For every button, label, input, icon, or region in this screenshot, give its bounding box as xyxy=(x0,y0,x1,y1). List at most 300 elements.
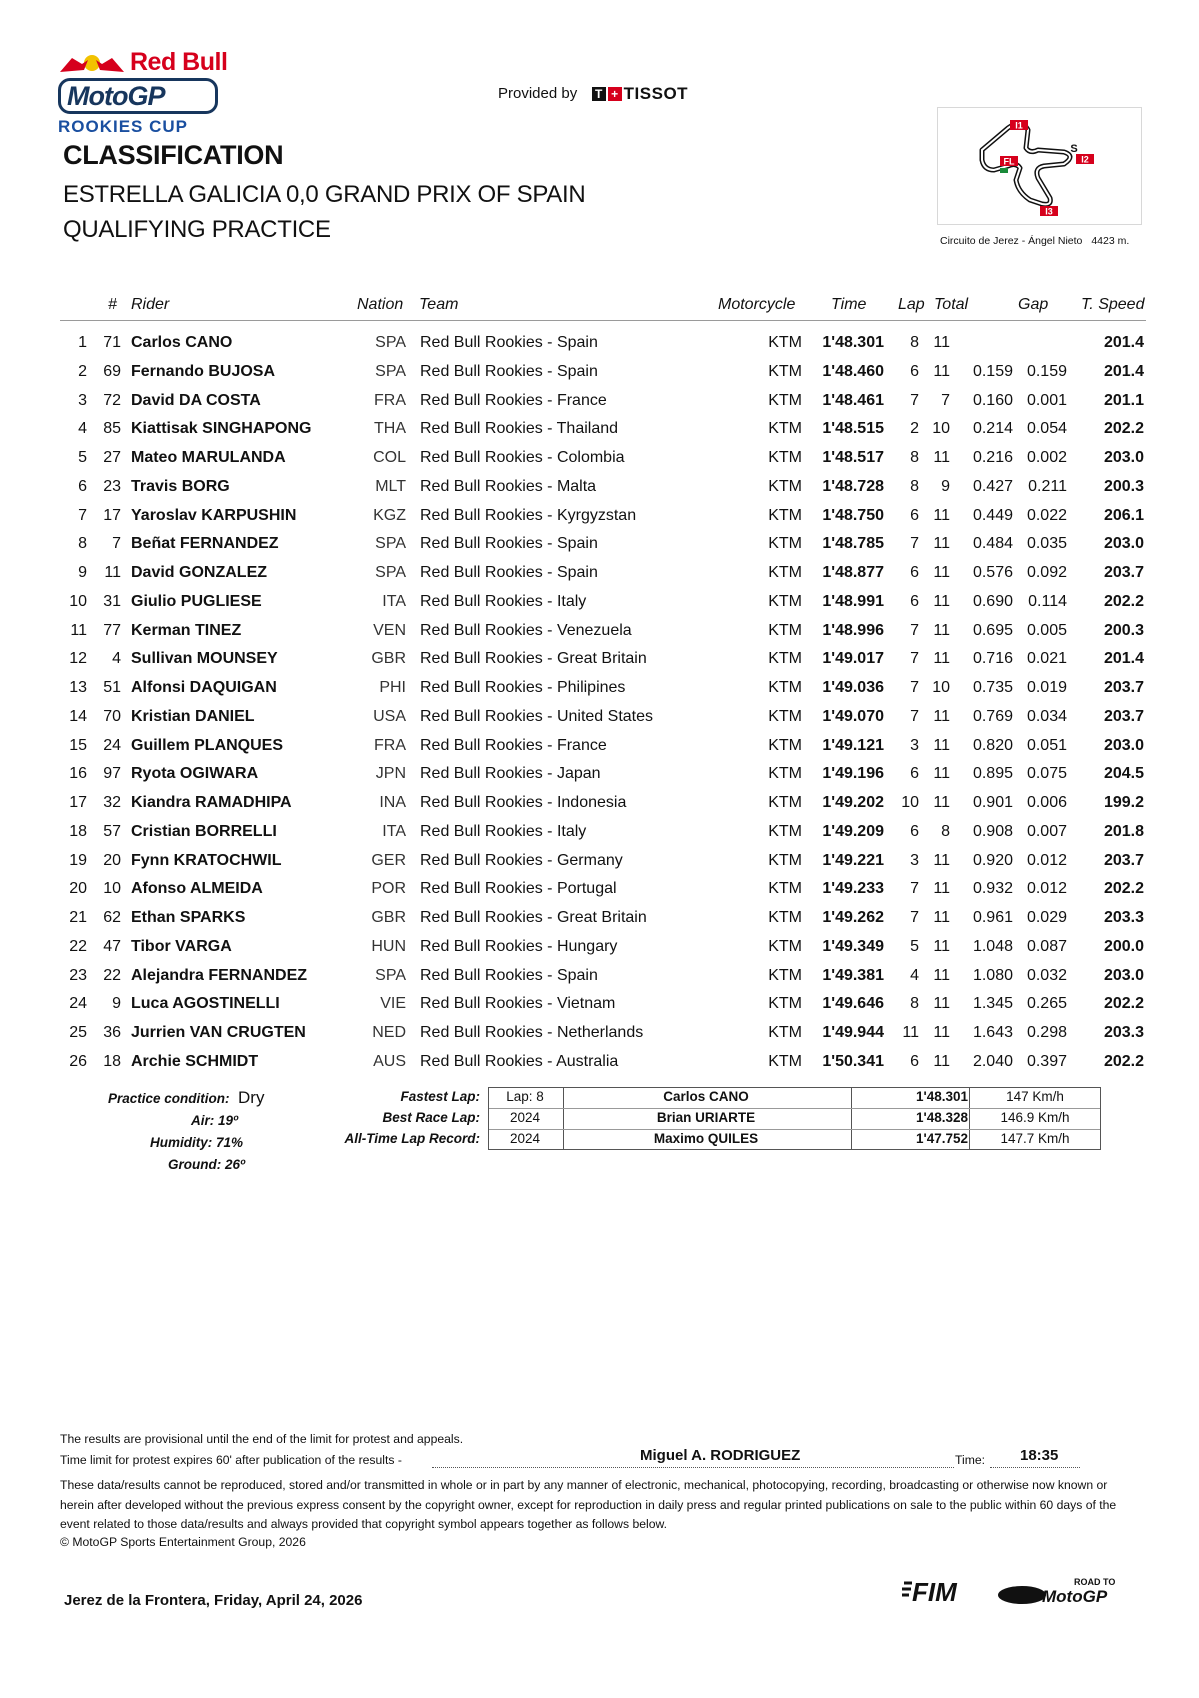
cell-moto: KTM xyxy=(768,592,802,610)
table-row xyxy=(60,788,1146,817)
cell-moto: KTM xyxy=(768,535,802,553)
cell-gap2: 0.114 xyxy=(1028,592,1067,610)
cell-pos: 12 xyxy=(69,650,87,668)
cell-total: 11 xyxy=(933,506,950,524)
cell-lap: 7 xyxy=(910,391,919,409)
cell-speed: 200.0 xyxy=(1103,937,1144,955)
cell-team: Red Bull Rookies - Great Britain xyxy=(420,909,647,926)
cell-moto: KTM xyxy=(768,707,802,725)
cell-gap1: 0.920 xyxy=(972,851,1013,869)
table-header xyxy=(60,288,1146,321)
cell-speed: 202.2 xyxy=(1103,592,1144,610)
cell-num: 10 xyxy=(103,880,121,898)
record-label: Fastest Lap: xyxy=(400,1089,480,1104)
header-time: Time xyxy=(831,296,867,313)
tissot-t-icon: T xyxy=(592,87,606,101)
header-top-speed: T. Speed xyxy=(1081,296,1145,313)
cell-total: 11 xyxy=(933,765,950,783)
cell-lap: 7 xyxy=(910,535,919,553)
cell-rider: Beñat FERNANDEZ xyxy=(131,535,279,553)
cell-rider: Giulio PUGLIESE xyxy=(131,592,262,610)
cell-total: 11 xyxy=(933,794,950,811)
cell-pos: 10 xyxy=(69,592,87,610)
cell-total: 7 xyxy=(941,391,950,409)
protest-limit-note: Time limit for protest expires 60' after publication of the results - xyxy=(60,1453,402,1467)
tissot-logo xyxy=(592,84,688,104)
cell-rider: Tibor VARGA xyxy=(131,937,232,955)
cell-moto: KTM xyxy=(768,822,802,840)
cell-nation: AUS xyxy=(373,1052,406,1070)
cell-team: Red Bull Rookies - Great Britain xyxy=(420,650,647,668)
table-row xyxy=(60,932,1146,961)
cell-nation: HUN xyxy=(371,937,406,955)
cell-time: 1'49.381 xyxy=(822,966,884,984)
logo-series-badge xyxy=(58,78,218,114)
cell-gap1: 0.690 xyxy=(972,592,1013,610)
cell-nation: SPA xyxy=(375,535,406,553)
cell-gap1: 0.484 xyxy=(972,535,1013,553)
table-row xyxy=(60,529,1146,558)
cell-rider: Sullivan MOUNSEY xyxy=(131,650,278,668)
cell-total: 11 xyxy=(933,621,950,639)
cell-pos: 14 xyxy=(69,707,87,725)
record-time: 1'48.328 xyxy=(915,1110,968,1125)
cell-pos: 2 xyxy=(78,362,87,380)
cell-speed: 203.7 xyxy=(1103,851,1144,869)
fim-logo xyxy=(902,1577,968,1605)
cell-gap1: 0.214 xyxy=(972,420,1013,438)
cell-rider: Fynn KRATOCHWIL xyxy=(131,851,282,869)
table-row xyxy=(60,702,1146,731)
cell-pos: 4 xyxy=(78,420,87,438)
cell-team: Red Bull Rookies - Portugal xyxy=(420,880,617,898)
cell-gap1: 1.345 xyxy=(972,995,1013,1013)
session-title: QUALIFYING PRACTICE xyxy=(63,216,331,243)
record-rider: Maximo QUILES xyxy=(653,1131,759,1146)
cell-num: 24 xyxy=(103,736,121,754)
cell-lap: 8 xyxy=(910,477,919,495)
sponsor-name: TISSOT xyxy=(623,84,689,103)
series-logo xyxy=(58,48,228,138)
header-team: Team xyxy=(419,296,459,313)
cell-rider: Travis BORG xyxy=(131,477,230,495)
table-row xyxy=(60,731,1146,760)
cell-time: 1'48.461 xyxy=(822,391,884,409)
cell-moto: KTM xyxy=(768,937,802,955)
cell-speed: 203.3 xyxy=(1103,909,1144,926)
header-rider: Rider xyxy=(131,296,170,313)
cell-moto: KTM xyxy=(768,449,802,466)
cell-gap2: 0.012 xyxy=(1026,880,1067,898)
cell-gap2: 0.054 xyxy=(1026,420,1067,438)
table-row xyxy=(60,903,1146,932)
record-speed: 146.9 Km/h xyxy=(1000,1110,1070,1125)
cell-lap: 8 xyxy=(910,334,919,351)
cell-nation: SPA xyxy=(375,564,406,581)
cell-time: 1'48.996 xyxy=(822,621,884,639)
track-conditions xyxy=(60,1088,265,1180)
copyright-disclaimer: These data/results cannot be reproduced, stored and/or transmitted in whole or in part by any manner of electronic, mechanical, photocopying, recording, broadcasting or otherwise now known or herein after developed without the previous express consent by the copyright owner, except for reproduction in daily press and regular printed publications on sale to the public within 60 days of the event related to those data/results and always provided that copyright symbol appears together as follows below. xyxy=(60,1478,1117,1531)
cell-team: Red Bull Rookies - Australia xyxy=(420,1052,619,1070)
cell-total: 11 xyxy=(933,362,950,380)
sponsor-credit xyxy=(498,84,688,104)
cell-nation: PHI xyxy=(379,679,406,696)
cell-moto: KTM xyxy=(768,909,802,926)
cell-pos: 17 xyxy=(69,794,87,811)
cell-num: 18 xyxy=(103,1052,121,1070)
cell-speed: 203.7 xyxy=(1103,679,1144,696)
circuit-name: Circuito de Jerez - Ángel Nieto xyxy=(940,235,1083,247)
cell-pos: 18 xyxy=(69,822,87,840)
cell-gap2: 0.087 xyxy=(1026,937,1067,955)
cell-gap1: 0.735 xyxy=(972,679,1013,696)
cell-time: 1'49.221 xyxy=(822,851,884,869)
cell-lap: 3 xyxy=(910,851,919,869)
cell-moto: KTM xyxy=(768,851,802,869)
header-motorcycle: Motorcycle xyxy=(718,296,796,313)
cell-nation: FRA xyxy=(374,391,406,409)
table-row xyxy=(60,472,1146,501)
cell-lap: 11 xyxy=(902,1024,919,1041)
cell-total: 8 xyxy=(941,822,950,840)
cell-rider: Jurrien VAN CRUGTEN xyxy=(131,1024,306,1041)
practice-condition-value: Dry xyxy=(238,1088,265,1107)
cell-moto: KTM xyxy=(768,650,802,668)
cell-speed: 200.3 xyxy=(1103,477,1144,495)
cell-nation: GER xyxy=(371,851,406,869)
cell-num: 71 xyxy=(103,334,121,351)
cell-lap: 7 xyxy=(910,621,919,639)
cell-team: Red Bull Rookies - Spain xyxy=(420,334,598,351)
cell-team: Red Bull Rookies - Italy xyxy=(420,592,587,610)
cell-nation: THA xyxy=(374,420,406,438)
table-row xyxy=(60,817,1146,846)
cell-nation: KGZ xyxy=(373,506,406,524)
cell-pos: 7 xyxy=(78,506,87,524)
cell-num: 31 xyxy=(103,592,121,610)
cell-num: 62 xyxy=(103,909,121,926)
cell-num: 23 xyxy=(103,477,121,495)
results-rows xyxy=(60,328,1146,1076)
cell-time: 1'49.233 xyxy=(822,880,884,898)
ground-temperature: Ground: 26º xyxy=(168,1157,245,1172)
cell-moto: KTM xyxy=(768,765,802,783)
official-name: Miguel A. RODRIGUEZ xyxy=(640,1447,801,1464)
table-row xyxy=(60,846,1146,875)
header-total: Total xyxy=(934,296,969,313)
condition-ground xyxy=(60,1157,265,1180)
cell-speed: 203.3 xyxy=(1103,1024,1144,1041)
cell-speed: 202.2 xyxy=(1103,1052,1144,1070)
cell-gap1: 1.080 xyxy=(972,966,1013,984)
cell-gap2: 0.075 xyxy=(1026,765,1067,783)
table-row xyxy=(60,759,1146,788)
cell-gap2: 0.019 xyxy=(1026,679,1067,696)
cell-gap1: 0.576 xyxy=(972,564,1013,581)
road-to-motogp-logo xyxy=(996,1576,1124,1606)
cell-moto: KTM xyxy=(768,564,802,581)
record-c1: 2024 xyxy=(509,1131,541,1146)
cell-rider: Alejandra FERNANDEZ xyxy=(131,966,308,984)
cell-rider: Ryota OGIWARA xyxy=(131,765,259,783)
cell-pos: 11 xyxy=(70,621,87,639)
cell-team: Red Bull Rookies - Vietnam xyxy=(420,995,616,1013)
cell-time: 1'48.991 xyxy=(822,592,884,610)
cell-speed: 201.4 xyxy=(1103,334,1144,351)
cell-time: 1'48.517 xyxy=(822,449,884,466)
marker-fl: FL xyxy=(1003,156,1015,167)
cell-gap2: 0.034 xyxy=(1026,707,1067,725)
cell-speed: 203.0 xyxy=(1103,449,1144,466)
time-label: Time: xyxy=(955,1453,986,1467)
cell-moto: KTM xyxy=(768,391,802,409)
logo-cup: ROOKIES CUP xyxy=(58,117,189,136)
cell-moto: KTM xyxy=(768,621,802,639)
cell-time: 1'49.070 xyxy=(822,707,884,725)
cell-gap1: 0.961 xyxy=(972,909,1013,926)
cell-time: 1'49.121 xyxy=(822,736,884,754)
cell-pos: 6 xyxy=(78,477,87,495)
cell-rider: Alfonsi DAQUIGAN xyxy=(131,679,277,696)
provisional-note: The results are provisional until the end of the limit for protest and appeals. xyxy=(60,1432,464,1446)
cell-nation: SPA xyxy=(375,362,406,380)
cell-total: 10 xyxy=(932,679,950,696)
cell-time: 1'48.750 xyxy=(822,506,884,524)
cell-time: 1'48.301 xyxy=(822,334,884,351)
cell-nation: VEN xyxy=(373,621,406,639)
cell-gap2: 0.005 xyxy=(1026,621,1067,639)
cell-time: 1'48.515 xyxy=(822,420,884,438)
cell-lap: 6 xyxy=(910,1052,919,1070)
cell-gap1: 1.048 xyxy=(972,937,1013,955)
cell-gap2: 0.021 xyxy=(1026,650,1067,668)
practice-condition-label: Practice condition: xyxy=(108,1091,230,1106)
cell-nation: ITA xyxy=(382,822,406,840)
cell-pos: 19 xyxy=(69,851,87,869)
cell-team: Red Bull Rookies - Venezuela xyxy=(420,621,632,639)
cell-rider: Guillem PLANQUES xyxy=(131,736,284,754)
cell-team: Red Bull Rookies - Kyrgyzstan xyxy=(420,506,637,524)
cell-total: 10 xyxy=(932,420,950,438)
cell-gap1: 0.160 xyxy=(972,391,1013,409)
cell-gap1: 0.695 xyxy=(972,621,1013,639)
cell-num: 22 xyxy=(103,966,121,984)
cell-team: Red Bull Rookies - Colombia xyxy=(420,449,625,466)
table-row xyxy=(60,644,1146,673)
cell-moto: KTM xyxy=(768,506,802,524)
cell-rider: Archie SCHMIDT xyxy=(131,1052,259,1070)
cell-total: 9 xyxy=(941,477,950,495)
cell-rider: Kiandra RAMADHIPA xyxy=(131,794,292,811)
cell-rider: David GONZALEZ xyxy=(131,564,268,581)
cell-nation: NED xyxy=(372,1024,406,1041)
cell-team: Red Bull Rookies - Japan xyxy=(420,765,601,783)
cell-num: 17 xyxy=(103,506,121,524)
swiss-cross-icon: + xyxy=(608,87,622,101)
cell-lap: 4 xyxy=(910,966,919,984)
cell-speed: 201.1 xyxy=(1103,391,1144,409)
results-table xyxy=(60,288,1146,1076)
record-c1: 2024 xyxy=(509,1110,541,1125)
header-nation: Nation xyxy=(357,296,404,313)
cell-lap: 7 xyxy=(910,707,919,725)
cell-gap2: 0.002 xyxy=(1026,449,1067,466)
marker-i1: I1 xyxy=(1015,120,1023,131)
rtm-top-text: ROAD TO xyxy=(1074,1577,1116,1587)
cell-total: 11 xyxy=(933,851,950,869)
cell-gap2: 0.265 xyxy=(1026,995,1067,1013)
record-label: Best Race Lap: xyxy=(382,1110,480,1125)
cell-gap2: 0.159 xyxy=(1026,362,1067,380)
cell-team: Red Bull Rookies - Philipines xyxy=(420,679,626,696)
cell-num: 70 xyxy=(103,707,121,725)
cell-pos: 8 xyxy=(78,535,87,553)
cell-lap: 7 xyxy=(910,880,919,898)
cell-num: 72 xyxy=(103,391,121,409)
cell-nation: VIE xyxy=(380,995,406,1013)
cell-pos: 5 xyxy=(78,449,87,466)
cell-lap: 6 xyxy=(910,592,919,610)
cell-total: 11 xyxy=(933,707,950,725)
cell-nation: SPA xyxy=(375,966,406,984)
cell-rider: Kristian DANIEL xyxy=(131,707,255,725)
cell-time: 1'49.646 xyxy=(822,995,884,1013)
cell-total: 11 xyxy=(933,995,950,1013)
cell-time: 1'48.460 xyxy=(822,362,884,380)
cell-lap: 6 xyxy=(910,765,919,783)
cell-team: Red Bull Rookies - France xyxy=(420,736,607,754)
table-row xyxy=(60,443,1146,472)
publication-time: 18:35 xyxy=(1020,1447,1059,1464)
cell-num: 20 xyxy=(103,851,121,869)
cell-time: 1'49.196 xyxy=(822,765,884,783)
cell-speed: 200.3 xyxy=(1103,621,1144,639)
cell-team: Red Bull Rookies - France xyxy=(420,391,607,409)
event-title: ESTRELLA GALICIA 0,0 GRAND PRIX OF SPAIN xyxy=(63,181,586,208)
cell-moto: KTM xyxy=(768,1024,802,1041)
table-row xyxy=(60,558,1146,587)
cell-lap: 7 xyxy=(910,650,919,668)
cell-pos: 25 xyxy=(69,1024,87,1041)
cell-num: 9 xyxy=(112,995,121,1013)
cell-nation: GBR xyxy=(371,650,406,668)
cell-total: 11 xyxy=(933,650,950,668)
cell-time: 1'49.017 xyxy=(822,650,884,668)
cell-total: 11 xyxy=(933,592,950,610)
cell-gap2: 0.006 xyxy=(1026,794,1067,811)
cell-num: 97 xyxy=(103,765,121,783)
cell-total: 11 xyxy=(933,966,950,984)
cell-nation: MLT xyxy=(375,477,406,495)
cell-pos: 20 xyxy=(69,880,87,898)
cell-num: 7 xyxy=(112,535,121,553)
circuit-caption xyxy=(940,235,1129,247)
cell-lap: 2 xyxy=(910,420,919,438)
cell-total: 11 xyxy=(933,736,950,754)
cell-speed: 202.2 xyxy=(1103,995,1144,1013)
fim-logo-text: FIM xyxy=(912,1577,957,1605)
cell-team: Red Bull Rookies - Netherlands xyxy=(420,1024,644,1041)
cell-gap1: 0.427 xyxy=(972,477,1013,495)
cell-lap: 8 xyxy=(910,995,919,1013)
cell-nation: FRA xyxy=(374,736,406,754)
cell-pos: 15 xyxy=(69,736,87,754)
cell-lap: 3 xyxy=(910,736,919,754)
record-speed: 147 Km/h xyxy=(1006,1089,1064,1104)
table-row xyxy=(60,961,1146,990)
cell-gap1: 0.901 xyxy=(972,794,1013,811)
circuit-layout-icon xyxy=(938,108,1141,224)
record-time: 1'47.752 xyxy=(915,1131,968,1146)
cell-rider: Mateo MARULANDA xyxy=(131,449,286,466)
document-title: CLASSIFICATION xyxy=(63,140,284,170)
location-date: Jerez de la Frontera, Friday, April 24, 2026 xyxy=(64,1592,363,1609)
cell-gap1: 0.895 xyxy=(972,765,1013,783)
header-number: # xyxy=(108,296,117,313)
cell-team: Red Bull Rookies - Germany xyxy=(420,851,623,869)
cell-time: 1'49.202 xyxy=(822,794,884,811)
cell-moto: KTM xyxy=(768,966,802,984)
cell-moto: KTM xyxy=(768,477,802,495)
cell-gap1: 1.643 xyxy=(972,1024,1013,1041)
table-row xyxy=(60,874,1146,903)
condition-practice xyxy=(60,1088,265,1111)
cell-total: 11 xyxy=(933,1024,950,1041)
record-rider: Brian URIARTE xyxy=(656,1110,756,1125)
cell-time: 1'49.209 xyxy=(822,822,884,840)
cell-rider: Afonso ALMEIDA xyxy=(131,880,263,898)
cell-gap2: 0.051 xyxy=(1026,736,1067,754)
cell-total: 11 xyxy=(933,1052,950,1070)
cell-moto: KTM xyxy=(768,880,802,898)
cell-num: 32 xyxy=(103,794,121,811)
table-row xyxy=(60,673,1146,702)
cell-gap1: 0.820 xyxy=(972,736,1013,754)
cell-lap: 5 xyxy=(910,937,919,955)
cell-speed: 202.2 xyxy=(1103,880,1144,898)
cell-rider: David DA COSTA xyxy=(131,391,261,409)
table-row xyxy=(60,414,1146,443)
record-speed: 147.7 Km/h xyxy=(1000,1131,1070,1146)
cell-speed: 203.7 xyxy=(1103,564,1144,581)
cell-rider: Carlos CANO xyxy=(131,334,233,351)
table-row xyxy=(60,1018,1146,1047)
cell-moto: KTM xyxy=(768,420,802,438)
cell-total: 11 xyxy=(933,909,950,926)
cell-num: 57 xyxy=(103,822,121,840)
cell-time: 1'49.036 xyxy=(822,679,884,696)
cell-rider: Fernando BUJOSA xyxy=(131,362,276,380)
cell-lap: 8 xyxy=(910,449,919,466)
cell-gap2: 0.298 xyxy=(1026,1024,1067,1041)
cell-gap1: 0.932 xyxy=(972,880,1013,898)
cell-team: Red Bull Rookies - Spain xyxy=(420,564,598,581)
table-row xyxy=(60,386,1146,415)
cell-gap1: 0.159 xyxy=(972,362,1013,380)
cell-gap1: 0.716 xyxy=(972,650,1013,668)
header-lap: Lap xyxy=(898,296,925,313)
rtm-main-text: MotoGP xyxy=(1042,1587,1108,1606)
cell-gap2: 0.007 xyxy=(1026,822,1067,840)
cell-gap2: 0.012 xyxy=(1026,851,1067,869)
cell-team: Red Bull Rookies - United States xyxy=(420,707,653,725)
table-row xyxy=(60,357,1146,386)
cell-num: 77 xyxy=(103,621,121,639)
cell-gap2: 0.029 xyxy=(1026,909,1067,926)
cell-lap: 7 xyxy=(910,909,919,926)
cell-rider: Luca AGOSTINELLI xyxy=(131,995,280,1013)
cell-lap: 6 xyxy=(910,362,919,380)
